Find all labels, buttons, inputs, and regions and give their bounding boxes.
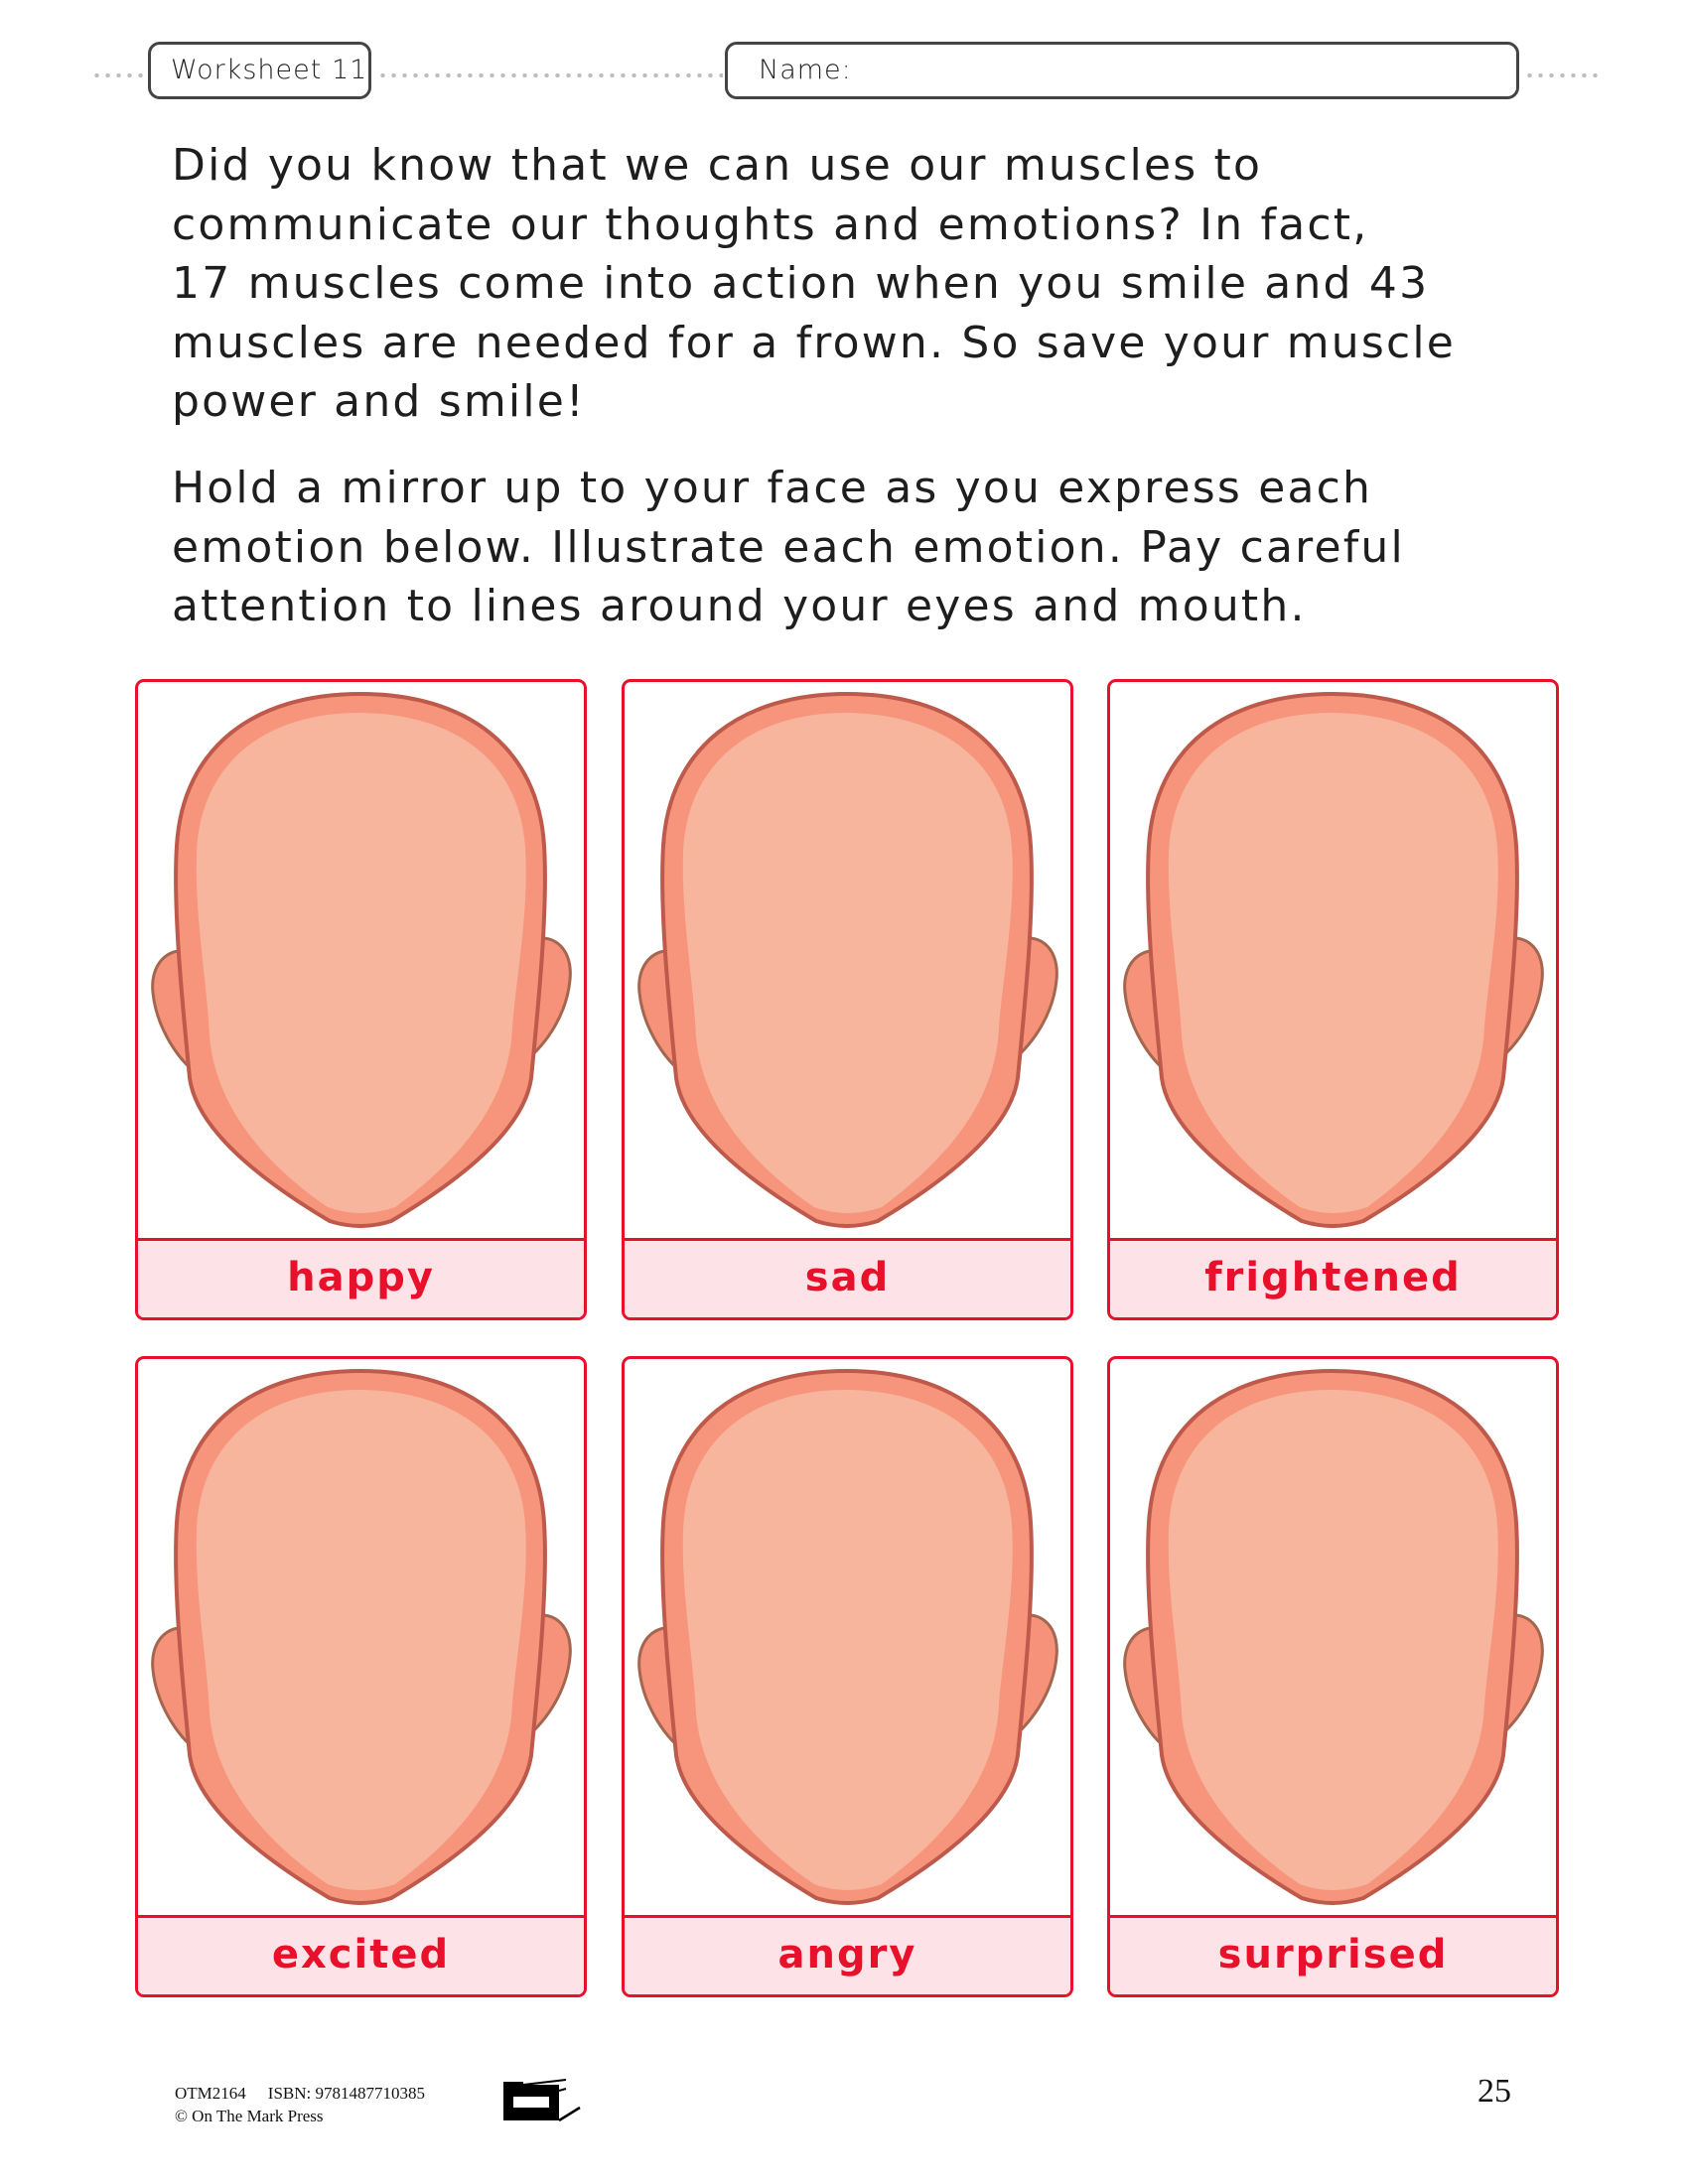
emotion-card-frightened[interactable] [1107,679,1559,1320]
intro-line: Did you know that we can use our muscles to [172,140,1263,191]
emotion-card-angry[interactable] [622,1356,1073,1997]
instructions-line: attention to lines around your eyes and mouth. [172,581,1307,631]
intro-paragraph [172,136,1522,432]
intro-line: communicate our thoughts and emotions? In fact, [172,199,1369,250]
instructions-line: emotion below. Illustrate each emotion. Pay careful [172,521,1405,573]
name-label: Name: [759,54,852,85]
header-dotted-rule-middle [377,73,723,77]
intro-line: 17 muscles come into action when you smile and 43 [172,258,1430,309]
worksheet-label: Worksheet 11 [171,54,368,85]
emotion-label-band [138,1238,584,1317]
instructions-paragraph [172,459,1522,636]
emotion-card-happy[interactable] [135,679,587,1320]
emotion-label: excited [271,1931,451,1978]
emotion-card-sad[interactable] [622,679,1073,1320]
copyright: © On The Mark Press [175,2107,324,2125]
intro-line: power and smile! [172,376,586,427]
photocopier-icon [496,2077,586,2126]
emotion-label: surprised [1217,1931,1449,1978]
emotion-card-excited[interactable] [135,1356,587,1997]
emotion-label-band [138,1915,584,1994]
blank-face-drawing-area[interactable] [1107,679,1559,1241]
emotion-label-band [625,1915,1070,1994]
emotion-label: angry [777,1931,917,1978]
emotion-label-band [625,1238,1070,1317]
page-number: 25 [1477,2073,1511,2110]
blank-face-drawing-area[interactable] [622,679,1073,1241]
instructions-line: Hold a mirror up to your face as you express each [172,463,1373,513]
blank-face-drawing-area[interactable] [1107,1356,1559,1918]
emotion-label: frightened [1204,1254,1462,1300]
blank-face-drawing-area[interactable] [135,679,587,1241]
isbn: ISBN: 9781487710385 [267,2084,425,2103]
product-code: OTM2164 [175,2084,246,2103]
emotion-label: sad [804,1254,891,1300]
header-dotted-rule-right [1524,73,1599,77]
footer-publisher-info [175,2082,425,2127]
emotion-label-band [1110,1238,1556,1317]
emotion-label-band [1110,1915,1556,1994]
blank-face-drawing-area[interactable] [622,1356,1073,1918]
emotion-label: happy [287,1254,435,1300]
worksheet-label-box [148,42,371,99]
intro-line: muscles are needed for a frown. So save your muscle [172,317,1457,368]
header-dotted-rule-left [91,73,147,77]
blank-face-drawing-area[interactable] [135,1356,587,1918]
name-field[interactable] [725,42,1519,99]
emotion-card-surprised[interactable] [1107,1356,1559,1997]
